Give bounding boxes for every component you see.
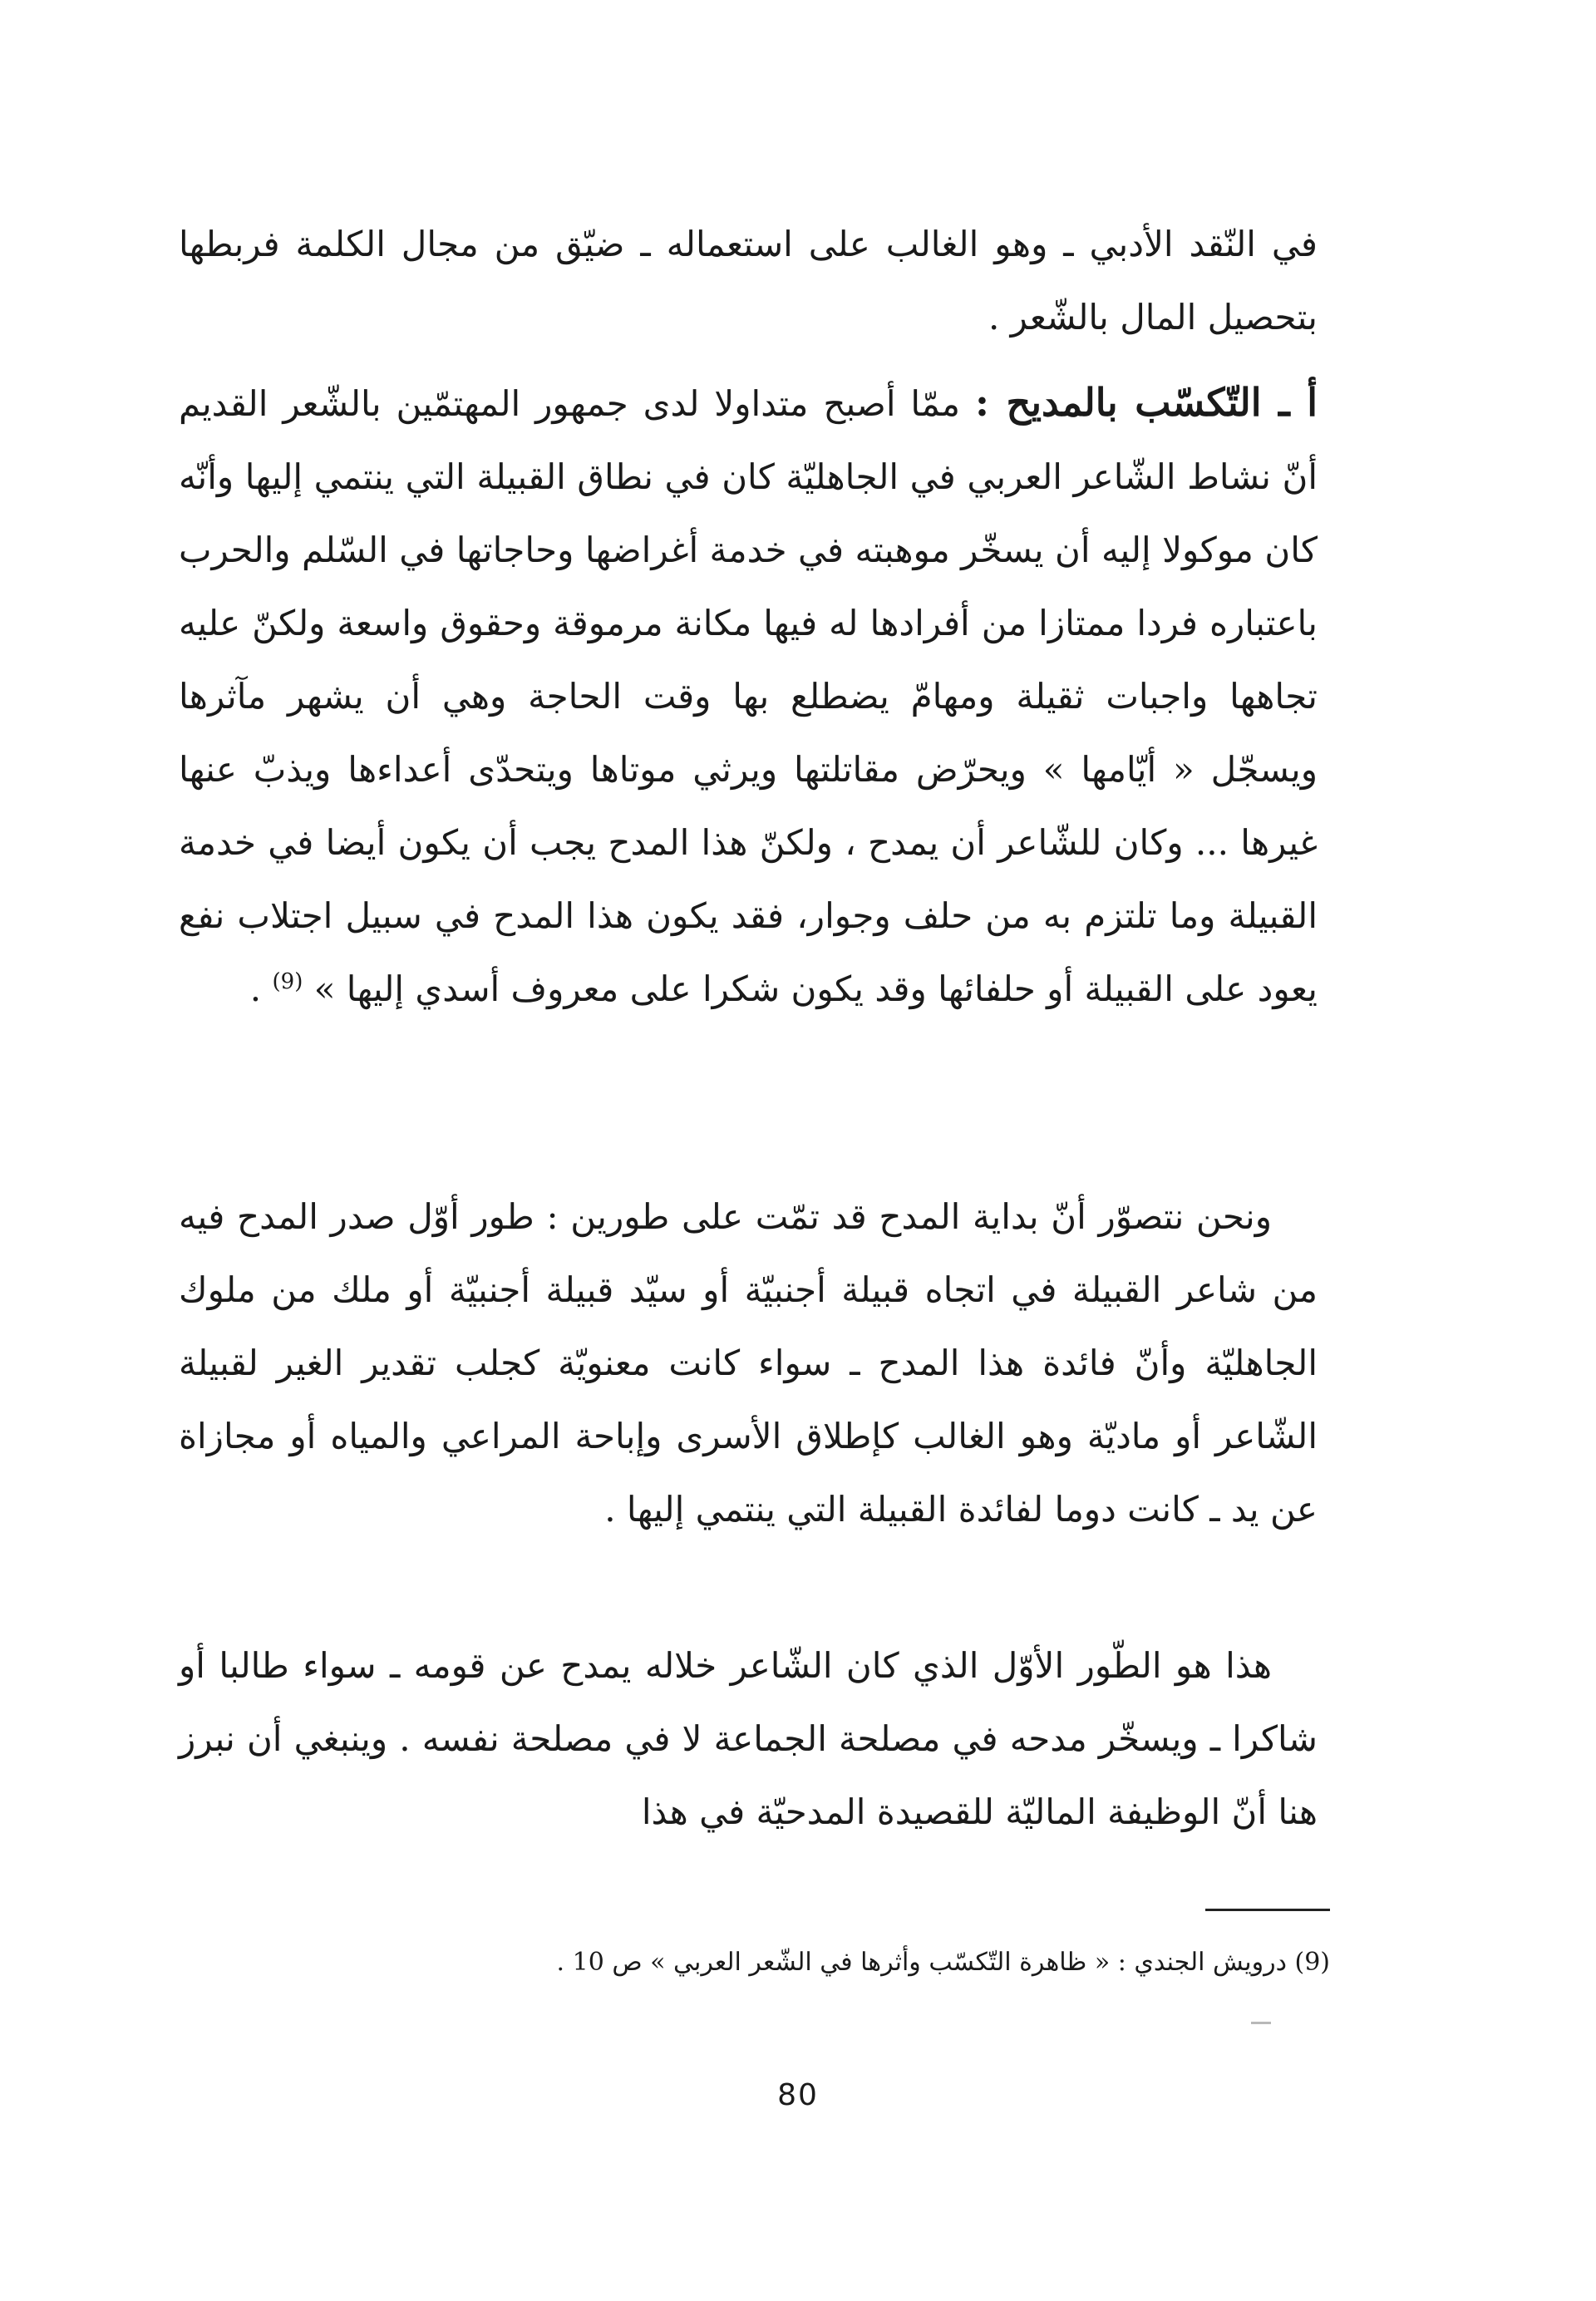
section-a-heading: أ ـ التّكسّب بالمديح :	[974, 380, 1318, 425]
footnote-reference: (9)	[272, 969, 303, 994]
footnote: (9) درويش الجندي : « ظاهرة التّكسّب وأثرها في الشّعر العربي » ص 10 .	[556, 1948, 1330, 1977]
section-a-end: .	[249, 968, 273, 1009]
page-number: 80	[777, 2078, 819, 2112]
third-paragraph-block	[179, 1629, 1318, 1849]
intro-paragraph-block	[179, 208, 1318, 354]
section-a-body: ممّا أصبح متداولا لدى جمهور المهتمّين بالشّعر القديم أنّ نشاط الشّاعر العربي في الجاهليّة كان في نطاق القبيلة التي ينتمي إليها وأنّه كان موكولا إليه أن يسخّر موهبته في خدمة أغراضها وحاجاتها في السّلم والحرب باعتباره فردا ممتازا من أفرادها له فيها مكانة مرموقة وحقوق واسعة ولكنّ عليه تجاهها واجبات ثقيلة ومهامّ يضطلع بها وقت الحاجة وهي أن يشهر مآثرها ويسجّل « أيّامها » ويحرّض مقاتلتها ويرثي موتاها ويتحدّى أعداءها ويذبّ عنها غيرها ... وكان للشّاعر أن يمدح ، ولكنّ هذا المدح يجب أن يكون أيضا في خدمة القبيلة وما تلتزم به من حلف وجوار، فقد يكون هذا المدح في سبيل اجتلاب نفع يعود على القبيلة أو حلفائها وقد يكون شكرا على معروف أسدي إليها »	[179, 383, 1318, 1009]
second-paragraph-block	[179, 1180, 1318, 1546]
second-paragraph: ونحن نتصوّر أنّ بداية المدح قد تمّت على طورين : طور أوّل صدر المدح فيه من شاعر القبيلة في اتجاه قبيلة أجنبيّة أو سيّد قبيلة أجنبيّة أو ملك من ملوك الجاهليّة وأنّ فائدة هذا المدح ـ سواء كانت معنويّة كجلب تقدير الغير لقبيلة الشّاعر أو ماديّة وهو الغالب كإطلاق الأسرى وإباحة المراعي والمياه أو مجازاة عن يد ـ كانت دوما لفائدة القبيلة التي ينتمي إليها .	[179, 1196, 1318, 1530]
third-paragraph: هذا هو الطّور الأوّل الذي كان الشّاعر خلاله يمدح عن قومه ـ سواء طالبا أو شاكرا ـ ويسخّر مدحه في مصلحة الجماعة لا في مصلحة نفسه . وينبغي أن نبرز هنا أنّ الوظيفة الماليّة للقصيدة المدحيّة في هذا	[179, 1645, 1318, 1832]
scan-speck	[1251, 2022, 1271, 2024]
footnote-divider	[1205, 1909, 1330, 1911]
section-a-block	[179, 366, 1318, 1026]
intro-paragraph: في النّقد الأدبي ـ وهو الغالب على استعماله ـ ضيّق من مجال الكلمة فربطها بتحصيل المال بالشّعر .	[179, 224, 1318, 338]
section-a-paragraph	[179, 366, 1318, 1026]
